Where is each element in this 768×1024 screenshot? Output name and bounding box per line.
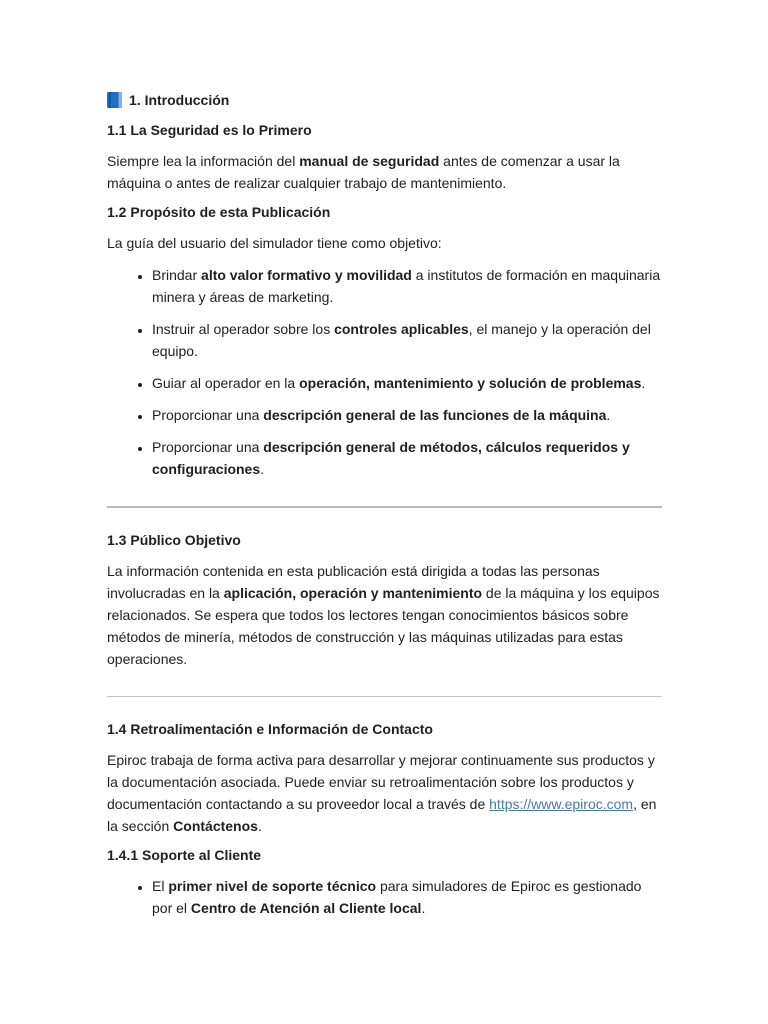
paragraph-feedback: Epiroc trabaja de forma activa para desarrollar y mejorar continuamente sus productos y la documentación asociada. Puede enviar su retroalimentación sobre los productos y documentación contactando a su proveedor local a través de https://www.epiroc.com, en la sección Contáctenos. [107,752,657,834]
support-list [107,875,662,919]
paragraph-audience: La información contenida en esta publicación está dirigida a todas las personas involucradas en la aplicación, operación y mantenimiento de la máquina y los equipos relacionados. Se espera que todos los lectores tengan conocimientos básicos sobre métodos de minería, métodos de construcción y las máquinas utilizadas para estas operaciones. [107,563,660,667]
epiroc-link[interactable]: https://www.epiroc.com [489,796,634,812]
introduction-title: 1. Introducción [129,92,230,108]
purpose-list [107,264,662,480]
section-title-introduction [107,92,662,108]
divider [107,506,662,508]
blue-book-icon [107,92,122,108]
paragraph-purpose-lead: La guía del usuario del simulador tiene como objetivo: [107,235,442,251]
list-item: • El primer nivel de soporte técnico para simuladores de Epiroc es gestionado por el Centro de Atención al Cliente local. [152,875,662,919]
heading-1-2: 1.2 Propósito de esta Publicación [107,204,331,220]
list-item: • Guiar al operador en la operación, mantenimiento y solución de problemas. [152,372,662,394]
heading-1-1: 1.1 La Seguridad es lo Primero [107,122,312,138]
list-item: • Brindar alto valor formativo y movilidad a institutos de formación en maquinaria minera y áreas de marketing. [152,264,662,308]
list-item: • Proporcionar una descripción general de métodos, cálculos requeridos y configuraciones. [152,436,662,480]
list-item: • Instruir al operador sobre los controles aplicables, el manejo y la operación del equipo. [152,318,662,362]
divider [107,696,662,697]
heading-1-3: 1.3 Público Objetivo [107,532,241,548]
list-item: • Proporcionar una descripción general de las funciones de la máquina. [152,404,662,426]
heading-1-4: 1.4 Retroalimentación e Información de Contacto [107,721,433,737]
paragraph-safety: Siempre lea la información del manual de seguridad antes de comenzar a usar la máquina o antes de realizar cualquier trabajo de mantenimiento. [107,153,620,191]
heading-1-4-1: 1.4.1 Soporte al Cliente [107,847,262,863]
